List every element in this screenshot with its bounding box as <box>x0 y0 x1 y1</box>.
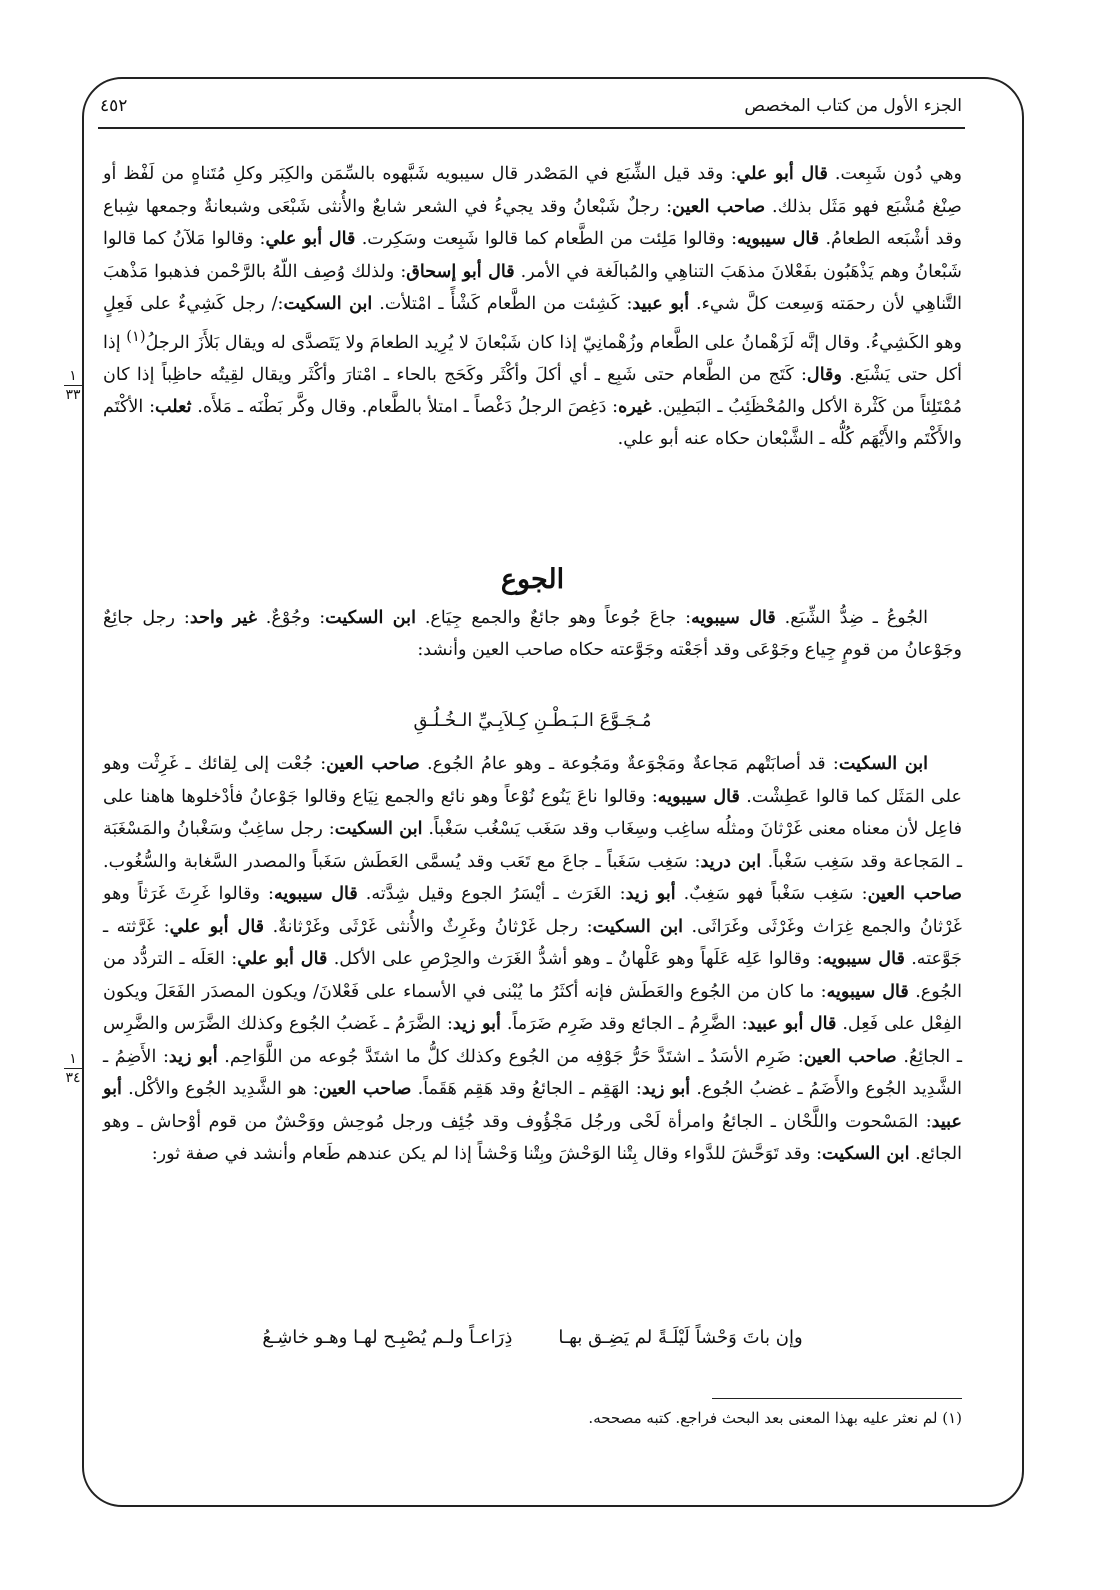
text-run: : وقالوا عَلِه عَلَهاً وهو عَلْهانُ ـ وهو أشدُّ الغَرَث والحِرْصِ على الأكل. <box>327 949 823 969</box>
text-run: : هو الشَّدِيد الجُوع والأكْل. <box>121 1079 319 1099</box>
text-run: : وقالوا مَلِئت من الطَّعام كما قالوا شَبِعت وسَكِرت. <box>355 229 738 249</box>
text-run: : ضَرِم الأسَدُ ـ اشتَدَّ حَرُّ جَوْفِه من الجُوع وكذلك كلُّ ما اشتَدَّ جُوعه من اللَّوَاحِم. <box>217 1046 804 1067</box>
section-jooa-intro <box>103 602 962 666</box>
text-run: : دَغِصَ الرجلُ دَغْصاً ـ امتلأ بالطَّعام. وقال وكَّر بَطْنَه ـ مَلأَه. <box>191 397 619 418</box>
book-title: الجزء الأول من كتاب المخصص <box>744 96 962 116</box>
speaker-name: صاحب العين <box>672 195 766 217</box>
text-run: : الأَضِمُ ـ الشَّدِيد الجُوع والأَضَمُ ـ غضبُ الجُوع. <box>103 1046 962 1099</box>
text-run: :/ رجل كَشِيءٌ على فَعِلٍ وهو الكَشِيءُ. وقال إنَّه لَزَهْمانُ على الطَّعام وزُهْمانِيّ إذا كان شَبْعانَ لا يُرِيد الطعامَ ولا يَتَصدَّى له ويقال بَلأَزَ الرجلُ <box>103 294 962 353</box>
speaker-name: أبو عبيد <box>103 1078 962 1132</box>
text-run: : رجل جائِعٌ وجَوْعانُ من قومٍ جِياع وجَوْعَى وقد أجَعْته وجَوَّعته حكاه صاحب العين وأنشد: <box>103 608 962 660</box>
footnote-rule <box>712 1398 962 1399</box>
speaker-name: أبو زيد <box>625 883 676 904</box>
text-run: : رجل غَرْثانُ وغَرِثٌ والأُنثى غَرْثَى وغَرْثانةٌ. <box>264 916 593 937</box>
text-run: : وقالوا غَرِثَ غَرَثاً وهو غَرْثانُ والجمع غِرَاث وغَرْثَى وغَرَاثَى. <box>103 884 962 937</box>
verse-line-1: مُـجَـوَّعَ الـبَـطْـنِ كِـلاَبِـيِّ الـخُـلُـقِ <box>413 710 652 731</box>
text-run: : جاعَ جُوعاً وهو جائعٌ والجمع جِيَاع. <box>415 608 692 628</box>
speaker-name: أبو عبيد <box>632 293 690 314</box>
speaker-name: صاحب العين <box>867 883 962 904</box>
section-heading: الجوع <box>500 564 565 595</box>
page-number: ٤٥٢ <box>100 96 128 116</box>
margin-marker-34: ١ ٣٤ <box>65 1051 81 1086</box>
speaker-name: قال سيبويه <box>826 980 909 1002</box>
header-rule <box>98 127 965 129</box>
speaker-name: ثعلب <box>155 396 192 418</box>
paragraph-shabaa <box>103 158 962 455</box>
paragraph-jooa-main <box>103 748 962 1171</box>
speaker-name: صاحب العين <box>803 1045 897 1067</box>
text-run: : الأكْتَم والأَكْتَم والأَيْهَم كُلُّه ـ الشَّبْعان حكاه عنه أبو علي. <box>103 397 962 449</box>
text-run: : الهَقِم ـ الجائعُ وقد هَقِم هَقَماً. <box>411 1079 642 1099</box>
text-run: : رجل ساغِبٌ وسَغْبانُ والمَسْغَبَة ـ المَجاعة وقد سَغِب سَغْباً. <box>103 819 963 872</box>
speaker-name: صاحب العين <box>318 1078 412 1099</box>
speaker-name: قال أبو علي <box>169 915 265 937</box>
speaker-name: ابن السكيت <box>325 607 416 628</box>
verse-first-hemistich: وإن باتَ وَحْشاً لَيْلَـةً لم يَضِـق بهـا <box>558 1327 803 1348</box>
verse-line-2 <box>103 1322 962 1354</box>
text-run: : سَغِب سَغْباً فهو سَغِبٌ. <box>675 884 868 904</box>
speaker-name: ابن السكيت <box>822 1143 910 1164</box>
footnote: (١) لم نعثر عليه بهذا المعنى بعد البحث فراجع. كتبه مصححه. <box>588 1409 962 1427</box>
text-run: : وقد قيل الشِّبَع في المَصْدر قال سيبويه شَبَّهوه بالسِّمَن والكِبَر وكلِ مُتَناهٍ من لَفْظ أو صِنْغ مُشْبَع فهو مَثَل بذلك. <box>103 164 962 217</box>
paragraph-jooa-intro <box>103 602 962 666</box>
speaker-name: قال سيبويه <box>273 883 358 904</box>
text-run: : كَتَج من الطَّعام حتى شَبِع ـ أي أكلَ وأكْثَر وكَحَج بالحاء ـ امْتارَ وأكْثَر ويقال لقِيتُه حاظِباً إذا كان مُمْتَلِئاً من كَثْرة الأكل والمُحْظَئِبُ ـ البَطِين. <box>103 364 962 418</box>
text-run: : وقد تَوَحَّشَ للدَّواء وقال بِتْنا الوَحْشَ وبِتْنا وَحْشاً إذا لم يكن عندهم طَعام وأنشد في صفة ثور: <box>151 1144 823 1164</box>
speaker-name: قال أبو علي <box>265 228 356 249</box>
running-header <box>100 92 962 120</box>
speaker-name: غيره <box>618 396 652 418</box>
text-run: : وقالوا ناعَ يَنُوع نُوْعاً وهو نائع والجمع نِيَاع وقالوا جَوْعانُ فأدْخلوها هاهنا على فاعِل لأن معناه معنى غَرْثانَ ومثلُه ساغِب وسِغَاب وقد سَغَب يَسْغُب سَغْباً. <box>103 786 962 839</box>
text-run: : جُعْت إلى لِقائك ـ غَرِثْت وهو على المَثَل كما قالوا عَطِشْت. <box>103 754 962 807</box>
speaker-name: ابن السكيت <box>283 293 373 314</box>
text-run: الجُوعُ ـ ضِدُّ الشِّبَع. <box>775 608 928 628</box>
speaker-name: قال سيبويه <box>822 948 905 969</box>
text-run: : كَشِئت من الطَّعام كَشْأً ـ امْتلأت. <box>372 294 633 314</box>
speaker-name: قال سيبويه <box>691 607 776 628</box>
speaker-name: قال أبو إسحاق <box>406 260 515 282</box>
speaker-name: ابن دريد <box>700 850 762 872</box>
speaker-name: أبو زيد <box>641 1078 691 1099</box>
speaker-name: وقال <box>806 363 842 385</box>
speaker-name: ابن السكيت <box>592 915 684 937</box>
text-run: : الضَّرَمُ ـ غَضبُ الجُوع وكذلك الضَّرَس والضَّرِس ـ الجائِعُ. <box>103 1014 962 1067</box>
speaker-name: قال سيبويه <box>737 228 820 249</box>
text-run: : وقالوا مَلآنُ كما قالوا شَبْعانُ وهم يَذْهَبُون بفَعْلانَ مذهَبَ التناهِي والمُبالَغة في الأمر. <box>103 229 962 282</box>
section-shabaa <box>103 158 962 455</box>
speaker-name: قال أبو عبيد <box>747 1013 837 1034</box>
text-run: وهي دُون شَبِعت. <box>827 164 963 184</box>
text-run: إذا أكل حتى يَشْبَع. <box>103 332 963 385</box>
speaker-name: أبو زيد <box>452 1013 501 1034</box>
text-run: : ولذلك وُصِف اللّهُ بالرَّحْمن فذهبوا مَذْهبَ التَّناهِي لأن رحمَته وَسِعت كلَّ شيء. <box>103 261 962 314</box>
text-run: : العَلَه ـ التردُّد من الجُوع. <box>103 949 962 1002</box>
text-run: : الضَّرِمُ ـ الجائع وقد ضَرِم ضَرَماً. <box>500 1014 748 1034</box>
verse-second-hemistich: ذِرَاعـاً ولـم يُصْبِـح لهـا وهـو خاشِـعُ <box>262 1327 513 1348</box>
speaker-name: قال أبو علي <box>736 163 828 184</box>
text-run: : ما كان من الجُوع والعَطَش فإنه أكثَرُ ما يُبْنى في الأسماء على فَعْلانَ/ ويكون المصدَر الفَعَلَ ويكون الفِعْل على فَعِل. <box>103 981 962 1034</box>
margin-marker-33: ١ ٣٣ <box>65 368 81 403</box>
text-run: : قد أصابَتْهم مَجاعةٌ ومَجْوَعةٌ ومَجُوعة ـ وهو عامُ الجُوع. <box>419 754 839 774</box>
text-run: : الغَرَث ـ أيْسَرُ الجوع وقيل شِدَّته. <box>357 884 626 904</box>
text-run: : رجلٌ شَبْعانُ وقد يجيءُ في الشعر شابعٌ والأُنثى شَبْعَى وشبعانةٌ وجمعها شِباع وقد أشْبَعه الطعامُ. <box>103 196 963 249</box>
text-run: : وجُوْعٌ. <box>256 608 326 628</box>
speaker-name: قال أبو علي <box>237 948 328 969</box>
text-run: : سَغِب سَغَباً ـ جاعَ مع تَعَب وقد يُسمَّى العَطَش سَغَباً والمصدر السَّغابة والسُّغُوب. <box>103 851 701 872</box>
speaker-name: قال سيبويه <box>657 785 740 807</box>
section-jooa-main <box>103 748 962 1171</box>
footnote-ref: (١) <box>126 327 146 345</box>
speaker-name: صاحب العين <box>326 753 420 774</box>
speaker-name: ابن السكيت <box>334 818 423 839</box>
speaker-name: ابن السكيت <box>838 753 929 774</box>
speaker-name: أبو زيد <box>168 1045 218 1067</box>
text-run: : المَسْحوت واللَّحْان ـ الجائعُ وامرأة لَحْى ورجُل مَجْؤُوف وقد جُئِف ورجل مُوحِش ووَحْشٌ من قوم أوْحاش ـ وهو الجائع. <box>103 1111 962 1164</box>
text-run: : غَرَّثته ـ جَوَّعته. <box>103 916 963 969</box>
speaker-name: غير واحد <box>189 607 257 628</box>
